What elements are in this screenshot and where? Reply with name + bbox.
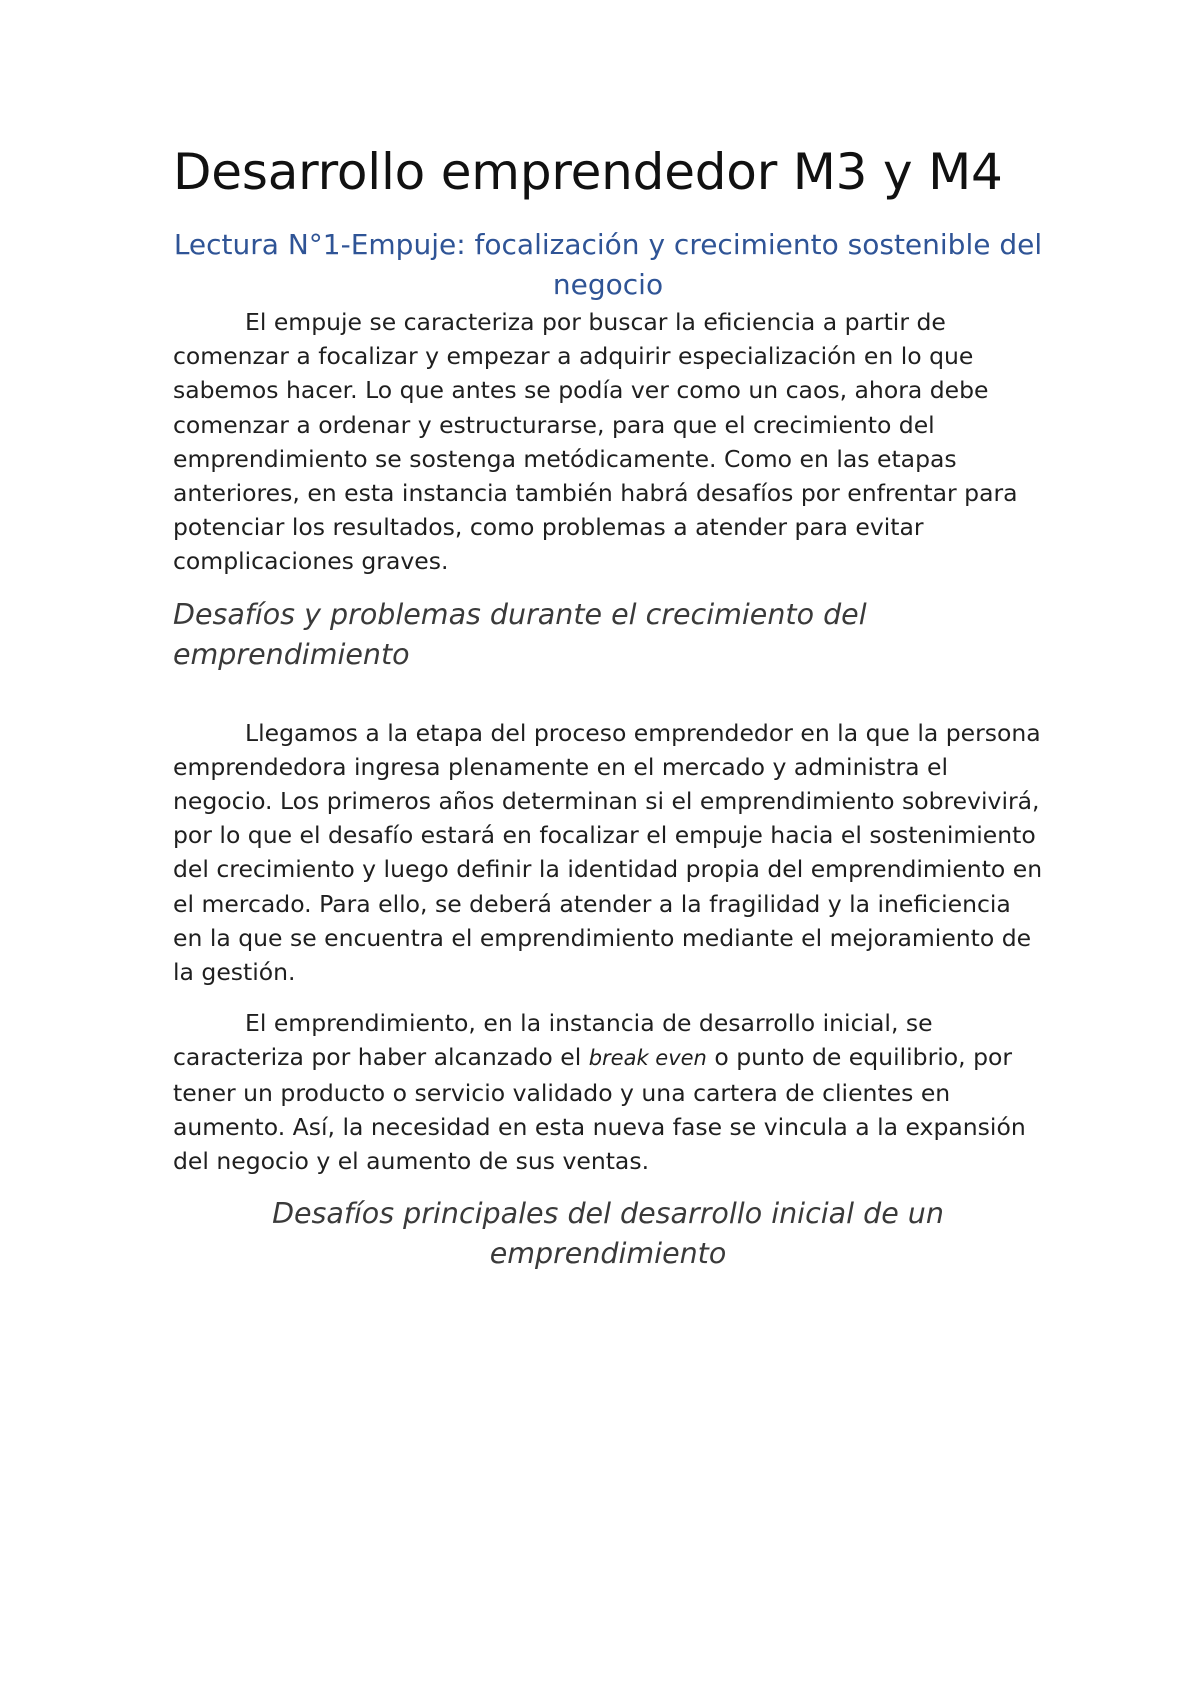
spacer	[173, 989, 1043, 1006]
section-heading-desafios-problemas: Desafíos y problemas durante el crecimiento del emprendimiento	[173, 597, 867, 671]
spacer	[173, 675, 1043, 716]
paragraph-text-before: El emprendimiento, en la instancia de desarrollo inicial, se caracteriza por haber alcanzado el	[173, 1009, 933, 1072]
document-title: Desarrollo emprendedor M3 y M4	[173, 143, 1003, 201]
paragraph-empuje: El empuje se caracteriza por buscar la eficiencia a partir de comenzar a focalizar y empezar a adquirir especialización en lo que sabemos hacer. Lo que antes se podía ver como un caos, ahora debe comenzar a ordenar y estructurarse, para que el crecimiento del emprendimiento se sostenga metódicamente. Como en las etapas anteriores, en esta instancia también habrá desafíos por enfrentar para potenciar los resultados, como problemas a atender para evitar complicaciones graves.	[173, 308, 1018, 576]
paragraph-text-after: o punto de equilibrio, por tener un producto o servicio validado y una cartera de clientes en aumento. Así, la necesidad en esta nueva fase se vincula a la expansión del negocio y el aumento de sus ventas.	[173, 1043, 1026, 1176]
break-even-emphasis: break even	[588, 1046, 707, 1071]
document-page	[173, 140, 1043, 1274]
section-heading-desafios-principales: Desafíos principales del desarrollo inicial de un emprendimiento	[272, 1197, 944, 1271]
reading-subtitle: Lectura N°1-Empuje: focalización y crecimiento sostenible del negocio	[173, 228, 1043, 301]
paragraph-desarrollo-inicial	[173, 1006, 1043, 1178]
paragraph-etapa: Llegamos a la etapa del proceso emprendedor en la que la persona emprendedora ingresa plenamente en el mercado y administra el negocio. Los primeros años determinan si el emprendimiento sobrevivirá, por lo que el desafío estará en focalizar el empuje hacia el sostenimiento del crecimiento y luego definir la identidad propia del emprendimiento en el mercado. Para ello, se deberá atender a la fragilidad y la ineficiencia en la que se encuentra el emprendimiento mediante el mejoramiento de la gestión.	[173, 718, 1043, 987]
